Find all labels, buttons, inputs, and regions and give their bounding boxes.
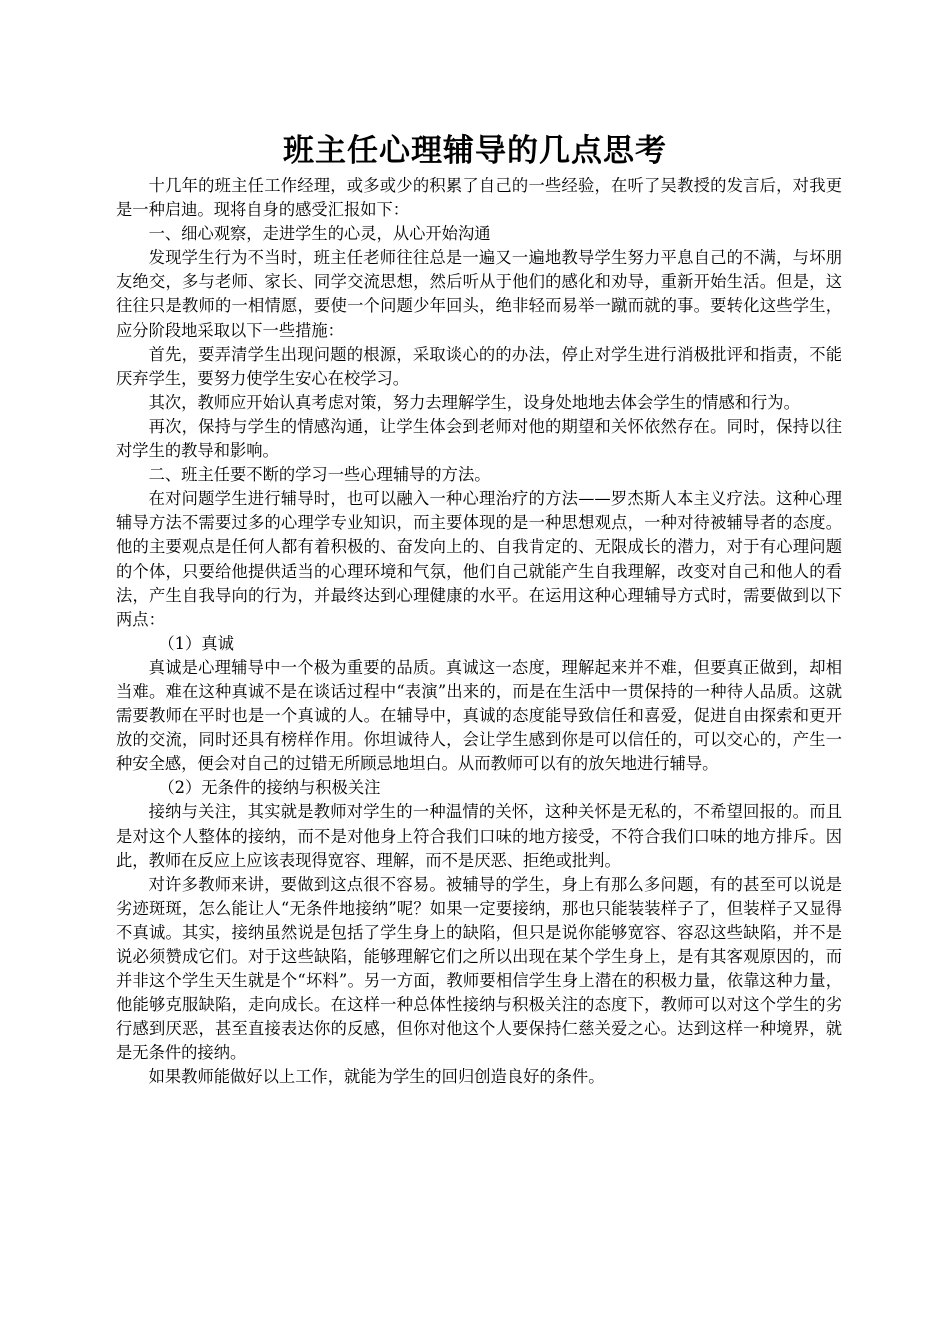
document-title: 班主任心理辅导的几点思考 [283, 133, 667, 169]
section-heading-1: 一、细心观察，走进学生的心灵，从心开始沟通 [148, 224, 491, 244]
paragraph-conclusion: 如果教师能做好以上工作，就能为学生的回归创造良好的条件。 [148, 1067, 605, 1087]
subheading-acceptance: （2）无条件的接纳与积极关注 [158, 778, 381, 798]
document-body [116, 174, 842, 1090]
paragraph: 在对问题学生进行辅导时，也可以融入一种心理治疗的方法——罗杰斯人本主义疗法。这种心理辅导方法不需要过多的心理学专业知识，而主要体现的是一种思想观点，一种对待被辅导者的态度。他的主要观点是任何人都有着积极的、奋发向上的、自我肯定的、无限成长的潜力，对于有心理问题的个体，只要给他提供适当的心理环境和气氛，他们自己就能产生自我理解，改变对自己和他人的看法，产生自我导向的行为，并最终达到心理健康的水平。在运用这种心理辅导方式时，需要做到以下两点： [116, 489, 842, 629]
paragraph: 再次，保持与学生的情感沟通，让学生体会到老师对他的期望和关怀依然存在。同时，保持以往对学生的教导和影响。 [116, 416, 842, 461]
paragraph: 其次，教师应开始认真考虑对策，努力去理解学生，设身处地地去体会学生的情感和行为。 [148, 392, 800, 412]
paragraph-intro: 十几年的班主任工作经理，或多或少的积累了自己的一些经验，在听了吴教授的发言后，对我更是一种启迪。现将自身的感受汇报如下： [116, 176, 842, 220]
paragraph: 发现学生行为不当时，班主任老师往往总是一遍又一遍地教导学生努力平息自己的不满，与坏朋友绝交，多与老师、家长、同学交流思想，然后听从于他们的感化和劝导，重新开始生活。但是，这往往只是教师的一相情愿，要使一个问题少年回头，绝非轻而易举一蹴而就的事。要转化这些学生，应分阶段地采取以下一些措施： [116, 248, 842, 340]
paragraph: 真诚是心理辅导中一个极为重要的品质。真诚这一态度，理解起来并不难，但要真正做到，却相当难。难在这种真诚不是在谈话过程中“表演”出来的，而是在生活中一贯保持的一种待人品质。这就需要教师在平时也是一个真诚的人。在辅导中，真诚的态度能导致信任和喜爱，促进自由探索和更开放的交流，同时还具有榜样作用。你坦诚待人，会让学生感到你是可以信任的，可以交心的，产生一种安全感，便会对自己的过错无所顾忌地坦白。从而教师可以有的放矢地进行辅导。 [116, 657, 842, 774]
paragraph: 对许多教师来讲，要做到这点很不容易。被辅导的学生，身上有那么多问题，有的甚至可以说是劣迹斑斑，怎么能让人“无条件地接纳”呢？如果一定要接纳，那也只能装装样子了，但装样子又显得不真诚。其实，接纳虽然说是包括了学生身上的缺陷，但只是说你能够宽容、容忍这些缺陷，并不是说必须赞成它们。对于这些缺陷，能够理解它们之所以出现在某个学生身上，是有其客观原因的，而并非这个学生天生就是个“坏料”。另一方面，教师要相信学生身上潜在的积极力量，依靠这种力量，他能够克服缺陷，走向成长。在这样一种总体性接纳与积极关注的态度下，教师可以对这个学生的劣行感到厌恶，甚至直接表达你的反感，但你对他这个人要保持仁慈关爱之心。达到这样一种境界，就是无条件的接纳。 [116, 874, 842, 1063]
paragraph: 首先，要弄清学生出现问题的根源，采取谈心的的办法，停止对学生进行消极批评和指责，不能厌弃学生，要努力使学生安心在校学习。 [116, 344, 842, 388]
paragraph: 接纳与关注，其实就是教师对学生的一种温情的关怀，这种关怀是无私的，不希望回报的。而且是对这个人整体的接纳，而不是对他身上符合我们口味的地方接受，不符合我们口味的地方排斥。因此，教师在反应上应该表现得宽容、理解，而不是厌恶、拒绝或批判。 [116, 802, 842, 870]
section-heading-2: 二、班主任要不断的学习一些心理辅导的方法。 [148, 465, 491, 485]
subheading-sincerity: （1）真诚 [158, 633, 234, 653]
